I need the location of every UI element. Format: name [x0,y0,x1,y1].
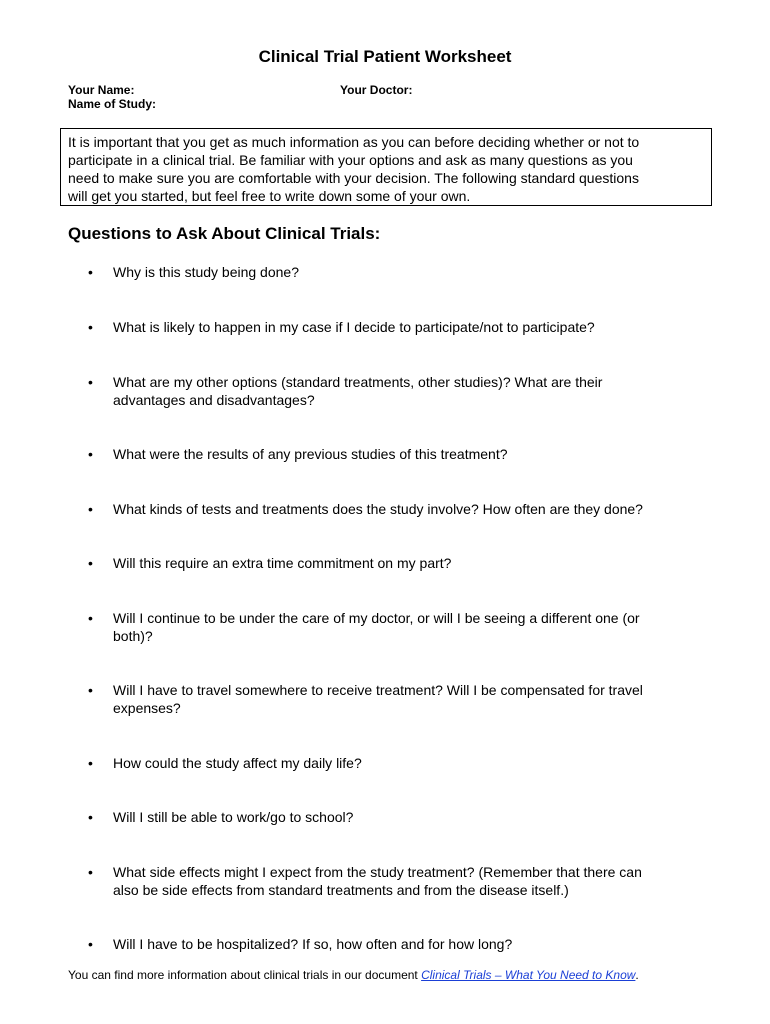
question-line: Will I have to travel somewhere to receive treatment? Will I be compensated for travel [113,682,643,698]
question-line: advantages and disadvantages? [113,392,315,408]
question-line: What are my other options (standard treatments, other studies)? What are their [113,374,603,390]
bullet-icon: • [88,610,93,626]
bullet-icon: • [88,555,93,571]
name-of-study-label: Name of Study: [68,97,157,111]
intro-line: participate in a clinical trial. Be familiar with your options and ask as many questions as you [68,152,633,168]
question-text [113,863,698,899]
bullet-icon: • [88,755,93,771]
question-text [113,754,698,772]
question-text [113,318,698,336]
question-text [113,554,698,572]
bullet-icon: • [88,264,93,280]
question-text [113,263,698,281]
bullet-icon: • [88,936,93,952]
bullet-icon: • [88,501,93,517]
question-line: also be side effects from standard treatments and from the disease itself.) [113,882,569,898]
question-text [113,373,698,409]
bullet-icon: • [88,809,93,825]
question-line: Will I continue to be under the care of my doctor, or will I be seeing a different one (or [113,610,640,626]
footer-end: . [635,968,639,982]
question-text [113,609,698,645]
question-line: both)? [113,628,153,644]
question-text [113,935,698,953]
bullet-icon: • [88,374,93,390]
bullet-icon: • [88,682,93,698]
question-text [113,445,698,463]
clinical-trials-link[interactable]: Clinical Trials – What You Need to Know [421,968,636,982]
question-line: What were the results of any previous studies of this treatment? [113,446,508,462]
page-title: Clinical Trial Patient Worksheet [258,47,512,66]
your-doctor-label: Your Doctor: [340,83,413,97]
footer-text: You can find more information about clinical trials in our document [68,968,422,982]
question-line: What kinds of tests and treatments does the study involve? How often are they done? [113,501,643,517]
question-text [113,681,698,717]
section-heading: Questions to Ask About Clinical Trials: [68,224,381,243]
question-line: Will this require an extra time commitment on my part? [113,555,452,571]
question-line: Why is this study being done? [113,264,299,280]
question-text [113,808,698,826]
question-line: How could the study affect my daily life? [113,755,362,771]
bullet-icon: • [88,864,93,880]
your-name-label: Your Name: [68,83,135,97]
question-line: Will I still be able to work/go to school? [113,809,354,825]
intro-line: need to make sure you are comfortable with your decision. The following standard questions [68,170,639,186]
intro-line: will get you started, but feel free to write down some of your own. [68,188,471,204]
question-text [113,500,698,518]
question-line: What is likely to happen in my case if I decide to participate/not to participate? [113,319,595,335]
question-line: expenses? [113,700,181,716]
question-line: Will I have to be hospitalized? If so, how often and for how long? [113,936,513,952]
footer-note [68,968,639,982]
intro-line: It is important that you get as much information as you can before deciding whether or not to [68,134,640,150]
intro-box [60,128,712,206]
bullet-icon: • [88,446,93,462]
question-line: What side effects might I expect from the study treatment? (Remember that there can [113,864,642,880]
bullet-icon: • [88,319,93,335]
